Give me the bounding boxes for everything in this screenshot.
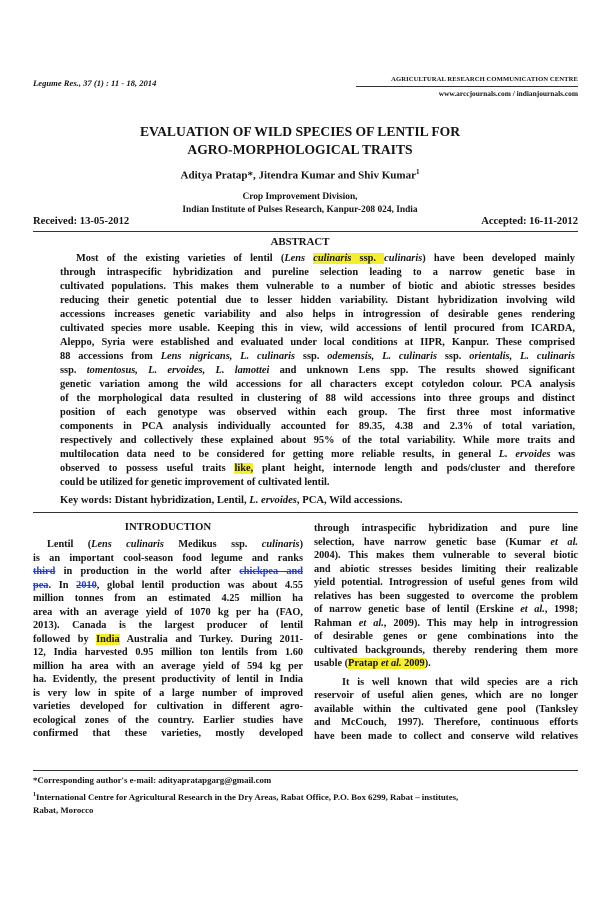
intro-right-line-13: reservoir of useful alien genes, which are no longer [314,690,578,701]
intro-left-line-1: Lentil (Lens culinaris Medikus ssp. culinaris) [47,539,303,550]
intro-right-line-5: yield potential. Introgression of useful genes from wild [314,577,578,588]
abstract-line-9: ssp. tomentosus, L. ervoides, L. lamottei and unknown Lens spp. The results showed significant [60,365,575,376]
intro-right-line-7: of narrow genetic base of lentil (Erskine et al., 1998; [314,604,578,615]
intro-right-line-16: have been made to collect and conserve wild relatives [314,730,578,742]
intro-right-line-12: It is well known that wild species are a rich [342,676,578,688]
abstract-line-10: genetic variation among the wild accessions for all characters except cotyledon colour. PCA analysis [60,379,575,390]
corresponding-author-note: *Corresponding author's e-mail: adityapratapgarg@gmail.com [33,775,272,785]
intro-left-line-11: ha. Evidently, the present productivity of lentil in India [33,674,303,685]
abstract-line-14: respectively and collectively these explained about 95% of the total variability. While more traits and [60,435,575,446]
publisher-name: AGRICULTURAL RESEARCH COMMUNICATION CENTRE [391,76,578,83]
abstract-line-17: could be utilized for genetic improvement of cultivated lentil. [60,477,330,488]
abstract-line-12: position of each genotype was observed within each group. The first three most informative [60,407,575,418]
intro-left-column [33,538,303,741]
keywords-rule [33,512,578,513]
affiliation [0,191,600,217]
intro-left-line-6: area with an average yield of 1070 kg per ha (FAO, [33,606,303,618]
intro-left-line-10: million ha area with an average yield of 594 kg per [33,660,303,672]
intro-right-line-8: Rahman et al., 2009). This may help in introgression [314,617,578,629]
abstract-line-16: observed to possess useful traits like, plant height, internode length and pods/cluster and therefore [60,463,575,474]
author-affil-sup: 1 [415,168,420,176]
intro-right-line-15: and McCouch, 1997). Therefore, continuous efforts [314,717,578,728]
intro-right-line-14: available within the cultivated gene pool (Tanksley [314,703,578,715]
title-line-2: AGRO-MORPHOLOGICAL TRAITS [187,142,413,157]
keywords-label: Key words: [60,495,113,506]
intro-left-line-14: ecological zones of the country. Earlier studies have [33,714,303,726]
intro-right-line-9: of desirable genes or gene combinations into the [314,631,578,642]
intro-right-line-10: cultivated backgrounds, thereby rendering them more [314,644,578,656]
icarda-line-1: $^1$International Centre for Agricultural Research in the Dry Areas, Rabat Office, P.O. Box 6299, Rabat – institutes, [33,791,459,802]
intro-right-line-2: selection, have narrow genetic base (Kumar et al. [314,536,578,548]
intro-right-line-11: usable (Pratap et al. 2009). [314,658,431,669]
received-date: Received: 13-05-2012 [33,216,130,227]
intro-left-line-8: followed by India Australia and Turkey. During 2011- [33,633,303,645]
abstract-line-4: reducing their genetic potential due to lesser hidden variability. Distant hybridization involving wild [60,295,575,306]
abstract-line-5: accessions increases genetic variability and also helps in introgression of desirable genes rendering [60,309,575,320]
intro-left-line-7: 2013). Canada is the largest producer of lentil [33,620,303,631]
intro-right-line-4: and abiotic stresses besides limiting their realizable [314,563,578,575]
affiliation-line-2: Indian Institute of Pulses Research, Kanpur-208 024, India [182,205,418,215]
intro-left-line-12: is very low in spite of a large number of improved [33,687,303,699]
abstract-line-1: Most of the existing varieties of lentil (Lens culinaris ssp. culinaris) have been developed mainly [76,253,575,264]
abstract-heading: ABSTRACT [270,236,330,248]
abstract-line-2: through intraspecific hybridization and pureline selection leading to a narrow genetic base in [60,267,575,278]
title-line-1: EVALUATION OF WILD SPECIES OF LENTIL FOR [139,124,461,139]
paper-title [0,123,600,159]
affiliation-line-1: Crop Improvement Division, [242,192,358,202]
author-names: Aditya Pratap*, Jitendra Kumar and Shiv Kumar [180,169,416,182]
intro-right-line-6: relatives has been suggested to overcome the problem [314,590,578,602]
introduction-heading: INTRODUCTION [124,521,212,533]
abstract-line-6: cultivated species more usable. Keeping this in view, wild accessions of lentil procured from ICARDA, [60,323,575,334]
intro-right-line-3: 2004). This makes them vulnerable to several biotic [314,550,578,561]
intro-left-line-4: pea. In 2010, global lentil production was about 4.55 [33,579,303,591]
abstract-line-7: Aleppo, Syria were established and evaluated under local conditions at IIPR, Kanpur. These comprised [60,337,575,348]
journal-citation: Legume Res., 37 (1) : 11 - 18, 2014 [33,78,157,88]
abstract-line-15: multilocation data need to be considered for getting more reliable results, in general L. ervoides was [60,449,575,460]
intro-left-line-5: million tonnes from an estimated 4.25 million ha [33,593,303,604]
journal-websites: www.arccjournals.com / indianjournals.com [438,89,578,98]
abstract-line-11: of the morphological data resulted in clustering of 88 wild accessions into three groups and distinct [60,393,575,404]
intro-left-line-2: is an important cool-season food legume and ranks [33,552,303,564]
abstract-line-8: 88 accessions from Lens nigricans, L. culinaris ssp. odemensis, L. culinaris ssp. orientalis, L. culinaris [60,351,575,362]
intro-right-line-1: through intraspecific hybridization and pure line [314,523,578,534]
dates-rule [33,231,578,232]
authors [0,168,600,182]
keywords: Key words: Distant hybridization, Lentil, L. ervoides, PCA, Wild accessions. [60,495,403,506]
icarda-affiliation-note [33,789,578,817]
intro-left-line-3: third in production in the world after chickpea and [33,566,303,577]
intro-left-line-9: 12, India harvested 0.95 million ton lentils from 1.60 [33,647,303,658]
icarda-line-2: Rabat, Morocco [33,804,94,815]
affil-sup: 1 [33,792,36,798]
intro-left-line-13: varieties developed for cultivation in different agro- [33,701,303,712]
abstract-line-13: components in PCA analysis individually accounted for 89.35, 4.38 and 2.3% of total variation, [60,421,575,432]
footnote-rule [33,770,578,771]
accepted-date: Accepted: 16-11-2012 [481,216,578,227]
abstract-line-3: cultivated populations. This makes them vulnerable to a number of biotic and abiotic stresses besides [60,281,575,292]
intro-left-line-15: confirmed that these varieties, mostly developed [33,728,303,739]
header-rule [356,86,578,87]
intro-right-column [314,522,578,743]
